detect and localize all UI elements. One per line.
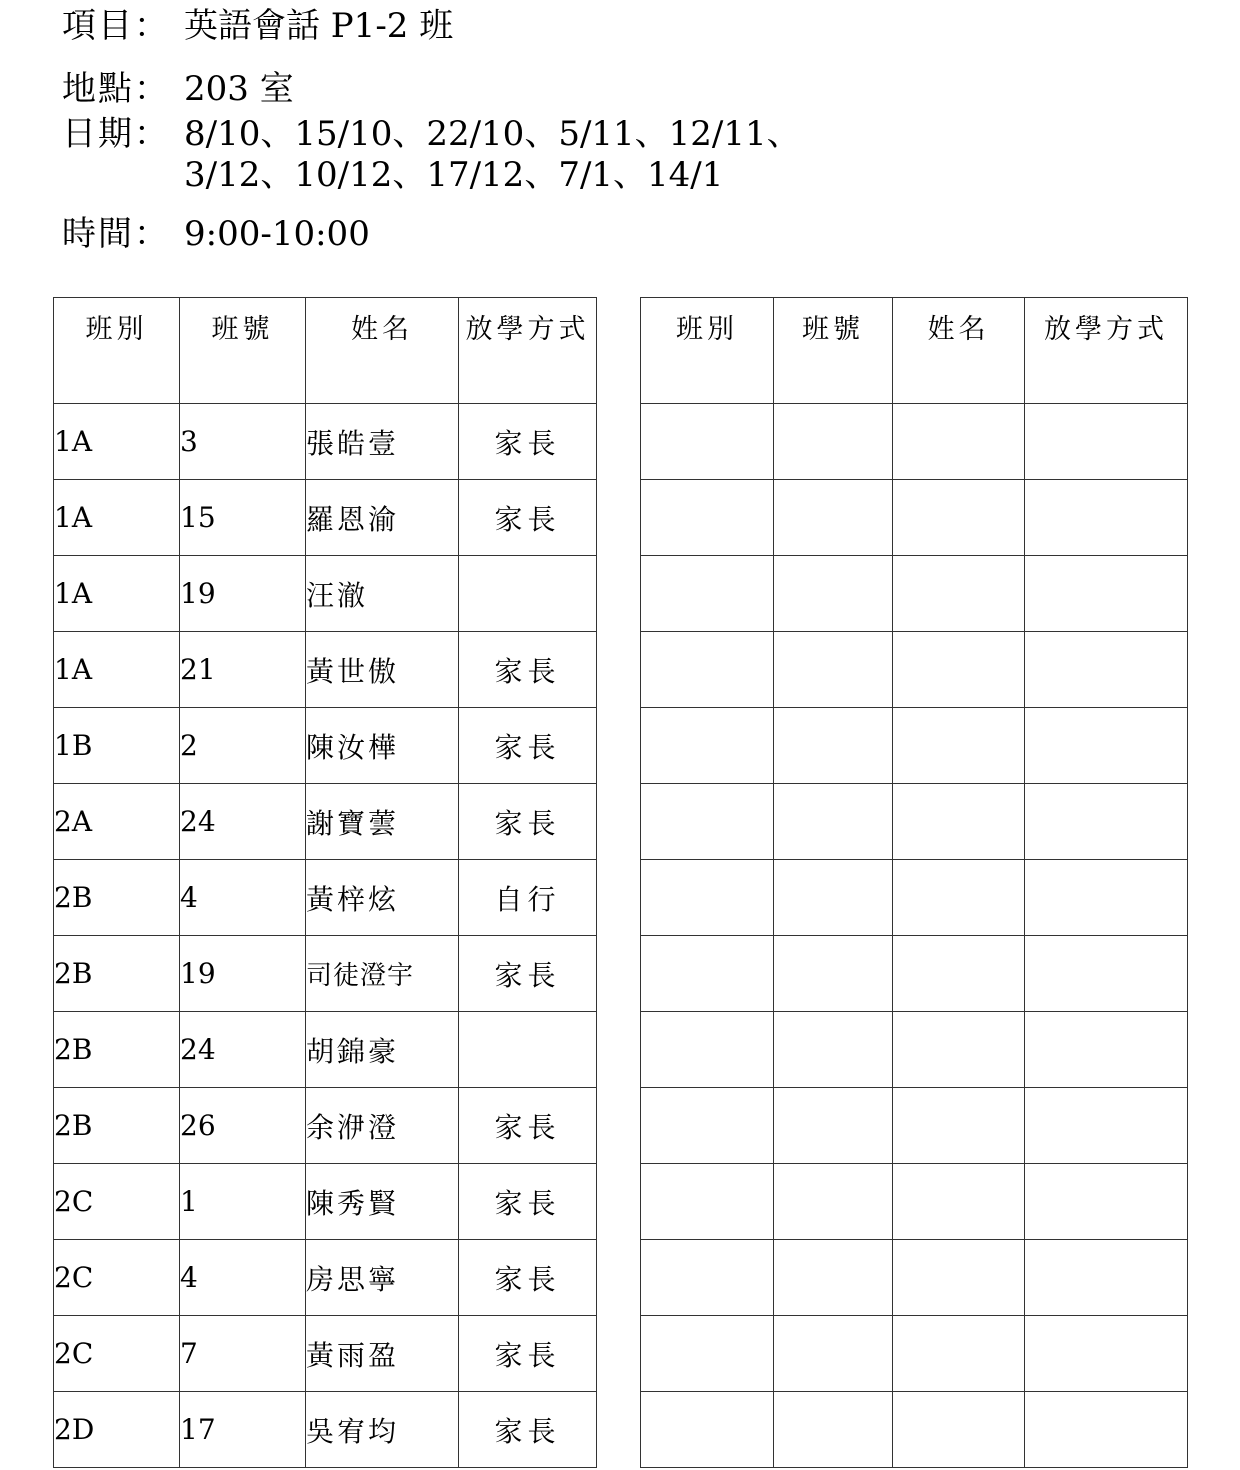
time-value: 9:00-10:00 <box>184 214 370 254</box>
table-row <box>54 860 597 936</box>
dismissal-mode-cell: 家長 <box>459 708 597 784</box>
class-cell: 2B <box>54 936 180 1012</box>
blank-dismissal-mode-cell <box>1025 632 1188 708</box>
dismissal-mode-cell: 家長 <box>459 404 597 480</box>
blank-student-name-cell <box>893 480 1025 556</box>
dismissal-mode-cell: 家長 <box>459 480 597 556</box>
header-dismissal-mode: 放學方式 <box>459 298 597 404</box>
table-row <box>54 1164 597 1240</box>
blank-table-row <box>641 1240 1188 1316</box>
student-name-cell: 羅恩渝 <box>306 480 459 556</box>
student-name-cell: 司徒澄宇 <box>306 936 459 1012</box>
blank-dismissal-mode-cell <box>1025 1164 1188 1240</box>
table-row <box>54 708 597 784</box>
class-cell: 1A <box>54 632 180 708</box>
class-cell: 1A <box>54 404 180 480</box>
table-row <box>54 632 597 708</box>
blank-class-number-cell <box>774 632 893 708</box>
table-row <box>54 1392 597 1468</box>
class-cell: 1B <box>54 708 180 784</box>
blank-student-name-cell <box>893 556 1025 632</box>
class-number-cell: 3 <box>180 404 306 480</box>
blank-class-number-cell <box>774 1240 893 1316</box>
date-value-line2: 3/12、10/12、17/12、7/1、14/1 <box>184 155 724 195</box>
blank-student-name-cell <box>893 1088 1025 1164</box>
blank-dismissal-mode-cell <box>1025 556 1188 632</box>
blank-dismissal-mode-cell <box>1025 1012 1188 1088</box>
location-value: 203 室 <box>184 69 294 109</box>
blank-class-cell <box>641 480 774 556</box>
student-name-cell: 胡錦豪 <box>306 1012 459 1088</box>
blank-dismissal-mode-cell <box>1025 1240 1188 1316</box>
blank-class-number-cell <box>774 1088 893 1164</box>
header-name: 姓名 <box>893 298 1025 404</box>
blank-class-number-cell <box>774 1316 893 1392</box>
blank-table-row <box>641 708 1188 784</box>
class-cell: 2A <box>54 784 180 860</box>
table-row <box>54 1012 597 1088</box>
blank-roster-table <box>640 297 1188 1468</box>
dismissal-mode-cell: 家長 <box>459 1088 597 1164</box>
class-number-cell: 1 <box>180 1164 306 1240</box>
blank-class-cell <box>641 1240 774 1316</box>
class-cell: 2B <box>54 1088 180 1164</box>
table-row <box>54 784 597 860</box>
blank-student-name-cell <box>893 784 1025 860</box>
dismissal-mode-cell: 家長 <box>459 1316 597 1392</box>
blank-table-row <box>641 860 1188 936</box>
student-name-cell: 陳秀賢 <box>306 1164 459 1240</box>
blank-student-name-cell <box>893 1012 1025 1088</box>
table-row <box>54 556 597 632</box>
class-cell: 2C <box>54 1316 180 1392</box>
blank-class-cell <box>641 404 774 480</box>
blank-student-name-cell <box>893 632 1025 708</box>
blank-class-number-cell <box>774 556 893 632</box>
header-class: 班別 <box>54 298 180 404</box>
date-label: 日期： <box>62 114 170 154</box>
table-row <box>54 1088 597 1164</box>
class-number-cell: 26 <box>180 1088 306 1164</box>
blank-dismissal-mode-cell <box>1025 860 1188 936</box>
blank-class-cell <box>641 1164 774 1240</box>
student-roster-table <box>53 297 597 1468</box>
class-cell: 2C <box>54 1240 180 1316</box>
blank-class-cell <box>641 556 774 632</box>
class-number-cell: 2 <box>180 708 306 784</box>
blank-student-name-cell <box>893 936 1025 1012</box>
header-class: 班別 <box>641 298 774 404</box>
dismissal-mode-cell: 自行 <box>459 860 597 936</box>
blank-table-row <box>641 1164 1188 1240</box>
blank-class-cell <box>641 632 774 708</box>
student-name-cell: 謝寶蕓 <box>306 784 459 860</box>
student-name-cell: 汪澈 <box>306 556 459 632</box>
dismissal-mode-cell: 家長 <box>459 1240 597 1316</box>
blank-table-row <box>641 784 1188 860</box>
blank-dismissal-mode-cell <box>1025 1392 1188 1468</box>
blank-table-row <box>641 404 1188 480</box>
blank-class-number-cell <box>774 708 893 784</box>
blank-class-cell <box>641 1088 774 1164</box>
class-cell: 2B <box>54 860 180 936</box>
table-row <box>54 404 597 480</box>
blank-class-number-cell <box>774 480 893 556</box>
blank-table-row <box>641 632 1188 708</box>
class-number-cell: 19 <box>180 556 306 632</box>
dismissal-mode-cell <box>459 556 597 632</box>
student-name-cell: 吳宥均 <box>306 1392 459 1468</box>
blank-class-cell <box>641 1012 774 1088</box>
blank-class-number-cell <box>774 404 893 480</box>
class-cell: 1A <box>54 480 180 556</box>
dismissal-mode-cell: 家長 <box>459 936 597 1012</box>
student-name-cell: 黃雨盈 <box>306 1316 459 1392</box>
blank-dismissal-mode-cell <box>1025 708 1188 784</box>
class-number-cell: 7 <box>180 1316 306 1392</box>
dismissal-mode-cell: 家長 <box>459 1164 597 1240</box>
location-line <box>62 69 294 109</box>
blank-student-name-cell <box>893 404 1025 480</box>
table-header-row <box>54 298 597 404</box>
blank-dismissal-mode-cell <box>1025 480 1188 556</box>
blank-class-number-cell <box>774 936 893 1012</box>
class-number-cell: 24 <box>180 784 306 860</box>
blank-dismissal-mode-cell <box>1025 784 1188 860</box>
blank-student-name-cell <box>893 1316 1025 1392</box>
blank-class-number-cell <box>774 860 893 936</box>
time-line <box>62 214 370 254</box>
blank-table-row <box>641 1012 1188 1088</box>
class-number-cell: 19 <box>180 936 306 1012</box>
table-header-row <box>641 298 1188 404</box>
blank-table-row <box>641 1392 1188 1468</box>
blank-student-name-cell <box>893 860 1025 936</box>
blank-dismissal-mode-cell <box>1025 1088 1188 1164</box>
blank-class-cell <box>641 936 774 1012</box>
blank-class-number-cell <box>774 1164 893 1240</box>
class-number-cell: 4 <box>180 1240 306 1316</box>
dismissal-mode-cell: 家長 <box>459 784 597 860</box>
dismissal-mode-cell: 家長 <box>459 1392 597 1468</box>
blank-class-cell <box>641 860 774 936</box>
student-name-cell: 陳汝樺 <box>306 708 459 784</box>
student-name-cell: 房思寧 <box>306 1240 459 1316</box>
item-label: 項目： <box>62 6 170 46</box>
class-number-cell: 15 <box>180 480 306 556</box>
blank-student-name-cell <box>893 1240 1025 1316</box>
item-line <box>62 6 453 46</box>
blank-table-row <box>641 556 1188 632</box>
blank-table-row <box>641 936 1188 1012</box>
dismissal-mode-cell: 家長 <box>459 632 597 708</box>
header-class-number: 班號 <box>180 298 306 404</box>
blank-student-name-cell <box>893 1164 1025 1240</box>
blank-dismissal-mode-cell <box>1025 1316 1188 1392</box>
blank-class-cell <box>641 708 774 784</box>
class-cell: 2B <box>54 1012 180 1088</box>
class-cell: 2D <box>54 1392 180 1468</box>
table-row <box>54 1316 597 1392</box>
item-value: 英語會話 P1-2 班 <box>184 6 454 46</box>
blank-class-cell <box>641 1392 774 1468</box>
blank-class-number-cell <box>774 1392 893 1468</box>
table-row <box>54 936 597 1012</box>
blank-dismissal-mode-cell <box>1025 936 1188 1012</box>
table-row <box>54 480 597 556</box>
class-cell: 2C <box>54 1164 180 1240</box>
header-name: 姓名 <box>306 298 459 404</box>
table-row <box>54 1240 597 1316</box>
dismissal-mode-cell <box>459 1012 597 1088</box>
location-label: 地點： <box>62 69 170 109</box>
header-dismissal-mode: 放學方式 <box>1025 298 1188 404</box>
blank-table-row <box>641 1316 1188 1392</box>
class-cell: 1A <box>54 556 180 632</box>
blank-class-number-cell <box>774 784 893 860</box>
blank-class-number-cell <box>774 1012 893 1088</box>
time-label: 時間： <box>62 214 170 254</box>
student-name-cell: 余洢澄 <box>306 1088 459 1164</box>
student-name-cell: 黃世傲 <box>306 632 459 708</box>
date-line <box>62 114 801 154</box>
blank-class-cell <box>641 784 774 860</box>
blank-dismissal-mode-cell <box>1025 404 1188 480</box>
blank-student-name-cell <box>893 708 1025 784</box>
class-number-cell: 4 <box>180 860 306 936</box>
class-number-cell: 17 <box>180 1392 306 1468</box>
student-name-cell: 黃梓炫 <box>306 860 459 936</box>
blank-table-row <box>641 1088 1188 1164</box>
class-number-cell: 21 <box>180 632 306 708</box>
blank-table-row <box>641 480 1188 556</box>
blank-student-name-cell <box>893 1392 1025 1468</box>
header-class-number: 班號 <box>774 298 893 404</box>
student-name-cell: 張皓壹 <box>306 404 459 480</box>
date-value-line1: 8/10、15/10、22/10、5/11、12/11、 <box>184 114 801 154</box>
class-number-cell: 24 <box>180 1012 306 1088</box>
blank-class-cell <box>641 1316 774 1392</box>
